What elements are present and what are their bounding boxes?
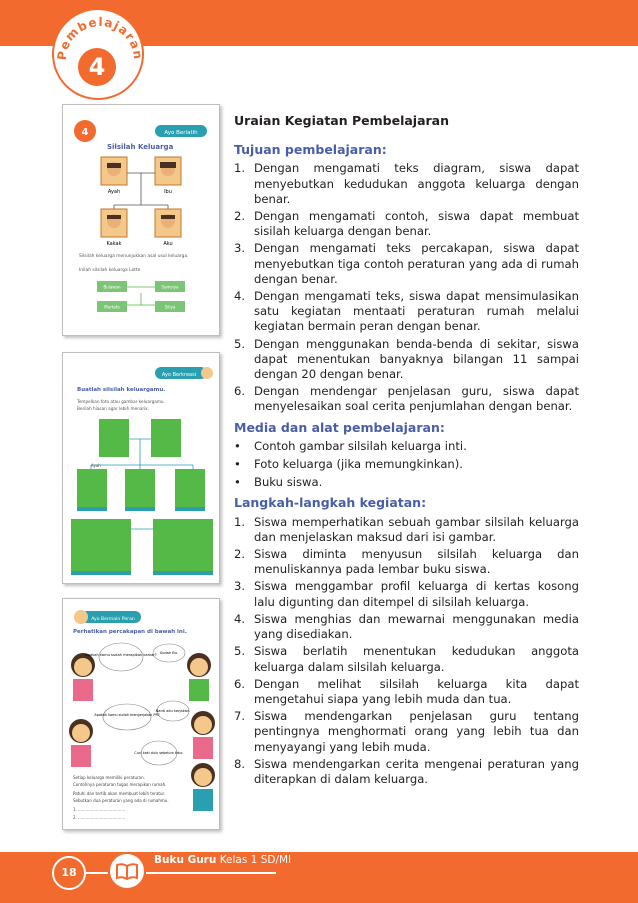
footer-rule-right <box>146 872 276 874</box>
item-number: 2. <box>234 547 246 562</box>
item-number: 3. <box>234 241 246 256</box>
t3-bubble-3: Apakah kamu sudah mengerjakan PR? <box>94 713 160 717</box>
t1-caption-1: Silsilah keluarga menunjukkan asal usul keluarga. <box>79 254 189 259</box>
item-number: 1. <box>234 514 246 529</box>
media-item <box>234 475 579 490</box>
t3-bubble-2: Sudah Bu. <box>159 651 179 655</box>
tujuan-heading: Tujuan pembelajaran: <box>234 142 387 158</box>
item-number: 5. <box>234 336 246 351</box>
thumbnail-buat-silsilah <box>62 352 220 584</box>
item-text: Siswa memperhatikan sebuah gambar silsilah keluarga dan menjelaskan maksud dari isi gambar. <box>254 514 579 544</box>
thumbnail-bermain-peran <box>62 598 220 830</box>
media-text: Foto keluarga (jika memungkinkan). <box>254 457 463 472</box>
item-number: 6. <box>234 676 246 691</box>
item-text: Dengan mengamati teks percakapan, siswa dapat menyebutkan tiga contoh peraturan yang ada di rumah dengan benar. <box>254 241 579 286</box>
media-list <box>234 439 579 491</box>
tujuan-item <box>234 337 579 383</box>
item-text: Siswa mendengarkan cerita mengenai peraturan yang diterapkan di dalam keluarga. <box>254 756 579 786</box>
item-number: 2. <box>234 209 246 224</box>
thumbnail-3-art <box>63 599 220 830</box>
t1-box-1: Bulawan <box>103 284 121 290</box>
langkah-item <box>234 579 579 609</box>
t3-caption-2: Contohnya peraturan tugas merapikan rumah. <box>73 782 167 787</box>
t1-box-4: Siliya <box>164 304 176 310</box>
book-icon <box>108 852 146 890</box>
tujuan-item <box>234 289 579 335</box>
item-text: Dengan mengamati teks diagram, siswa dapat menyebutkan kedudukan anggota keluarga dengan benar. <box>254 161 579 206</box>
langkah-item <box>234 515 579 545</box>
langkah-heading: Langkah-langkah kegiatan: <box>234 495 427 511</box>
thumbnail-silsilah-keluarga <box>62 104 220 336</box>
item-text: Dengan mengamati teks, siswa dapat mensimulasikan satu kegiatan mentaati peraturan rumah melalui kegiatan bermain peran dengan benar. <box>254 289 579 334</box>
langkah-item <box>234 644 579 674</box>
thumbnail-2-art <box>63 353 220 584</box>
tujuan-item <box>234 384 579 414</box>
page-number: 18 <box>52 856 86 890</box>
item-number: 1. <box>234 161 246 176</box>
t2-sub-2: Berilah hiasan agar lebih menarik. <box>77 406 150 411</box>
lesson-content <box>234 113 579 789</box>
book-title <box>154 854 291 866</box>
media-item <box>234 439 579 454</box>
t1-kakak: Kakak <box>106 241 122 247</box>
tujuan-list <box>234 161 579 414</box>
item-number: 7. <box>234 709 246 724</box>
t2-sub-1: Tempelkan foto atau gambar keluargamu. <box>77 399 165 404</box>
tujuan-item <box>234 209 579 239</box>
item-text: Dengan mengamati contoh, siswa dapat membuat sisilah keluarga dengan benar. <box>254 209 579 239</box>
book-title-sub: Kelas 1 SD/MI <box>219 854 292 866</box>
t1-ayah: Ayah <box>107 189 121 195</box>
item-text: Dengan melihat silsilah keluarga kita dapat mengetahui siapa yang lebih muda dan tua. <box>254 676 579 706</box>
item-text: Siswa berlatih menentukan kedudukan anggota keluarga dalam silsilah keluarga. <box>254 644 579 674</box>
item-number: 4. <box>234 289 246 304</box>
langkah-item <box>234 612 579 642</box>
t1-tag: Ayo Berlatih <box>164 130 198 136</box>
t3-caption-3: Patuhi dan tertib akan membuat lebih teratur. <box>73 791 166 796</box>
bullet-icon: • <box>234 438 241 453</box>
footer-gap <box>0 842 638 852</box>
item-text: Siswa menggambar profil keluarga di kertas kosong lalu digunting dan ditempel di silsilah keluarga. <box>254 579 579 609</box>
t1-box-2: Samsiya <box>161 284 179 290</box>
item-text: Siswa mendengarkan penjelasan guru tentang pentingnya menghormati orang yang lebih tua dan menyayangi yang lebih muda. <box>254 709 579 754</box>
book-title-main: Buku Guru <box>154 854 217 866</box>
t1-badge: 4 <box>81 127 89 138</box>
media-heading: Media dan alat pembelajaran: <box>234 419 445 435</box>
t3-line-1: 1. ..................................... <box>73 807 126 812</box>
item-text: Siswa diminta menyusun silsilah keluarga dan menuliskannya pada lembar buku siswa. <box>254 547 579 577</box>
t1-ibu: Ibu <box>164 189 172 195</box>
item-number: 5. <box>234 644 246 659</box>
t3-caption-1: Setiap keluarga memiliki peraturan. <box>73 775 145 780</box>
badge-number: 4 <box>78 48 116 86</box>
t3-bubble-5: Cuci kaki dulu sebelum tidur. <box>134 751 184 755</box>
bullet-icon: • <box>234 457 241 472</box>
media-item <box>234 457 579 472</box>
t3-line-2: 2. ..................................... <box>73 815 126 820</box>
t3-caption-4: Sebutkan dua peraturan yang ada di rumahmu. <box>73 798 169 803</box>
langkah-item <box>234 547 579 577</box>
langkah-item <box>234 709 579 755</box>
t1-title: Silsilah Keluarga <box>107 143 174 151</box>
item-number: 3. <box>234 579 246 594</box>
thumbnail-1-art <box>63 105 220 336</box>
footer-rule-left <box>86 872 108 874</box>
media-text: Contoh gambar silsilah keluarga inti. <box>254 438 467 453</box>
t3-tag: Ayo Bermain Peran <box>91 617 135 622</box>
langkah-list <box>234 515 579 787</box>
t3-bubble-1: Apakah kamu sudah merapikan kamar? <box>85 653 157 657</box>
item-number: 8. <box>234 756 246 771</box>
t1-caption-2: Inilah silsilah keluarga Lotte <box>79 268 141 273</box>
t2-label: Ayah <box>91 463 101 468</box>
media-text: Buku siswa. <box>254 475 323 490</box>
tujuan-item <box>234 161 579 207</box>
tujuan-item <box>234 241 579 287</box>
t2-title: Buatlah silsilah keluargamu. <box>77 387 166 393</box>
item-number: 6. <box>234 384 246 399</box>
content-title: Uraian Kegiatan Pembelajaran <box>234 113 450 128</box>
langkah-item <box>234 757 579 787</box>
bullet-icon: • <box>234 475 241 490</box>
t3-title: Perhatikan percakapan di bawah ini. <box>73 629 187 635</box>
t2-tag: Ayo Berkreasi <box>161 372 197 378</box>
t3-bubble-4: Nanti aku kerjakan. <box>155 709 191 713</box>
item-text: Dengan mendengar penjelasan guru, siswa dapat menyelesaikan soal cerita penjumlahan dengan benar. <box>254 384 579 414</box>
t1-box-3: Murtafa <box>104 304 120 310</box>
item-text: Siswa menghias dan mewarnai menggunakan media yang disediakan. <box>254 611 579 642</box>
badge-word: Pembelajaran <box>54 14 146 61</box>
langkah-item <box>234 677 579 707</box>
item-number: 4. <box>234 611 246 626</box>
t1-aku: Aku <box>163 241 173 247</box>
item-text: Dengan menggunakan benda-benda di sekitar, siswa dapat menentukan banyaknya bilangan 11 sampai dengan 20 dengan benar. <box>254 336 579 382</box>
